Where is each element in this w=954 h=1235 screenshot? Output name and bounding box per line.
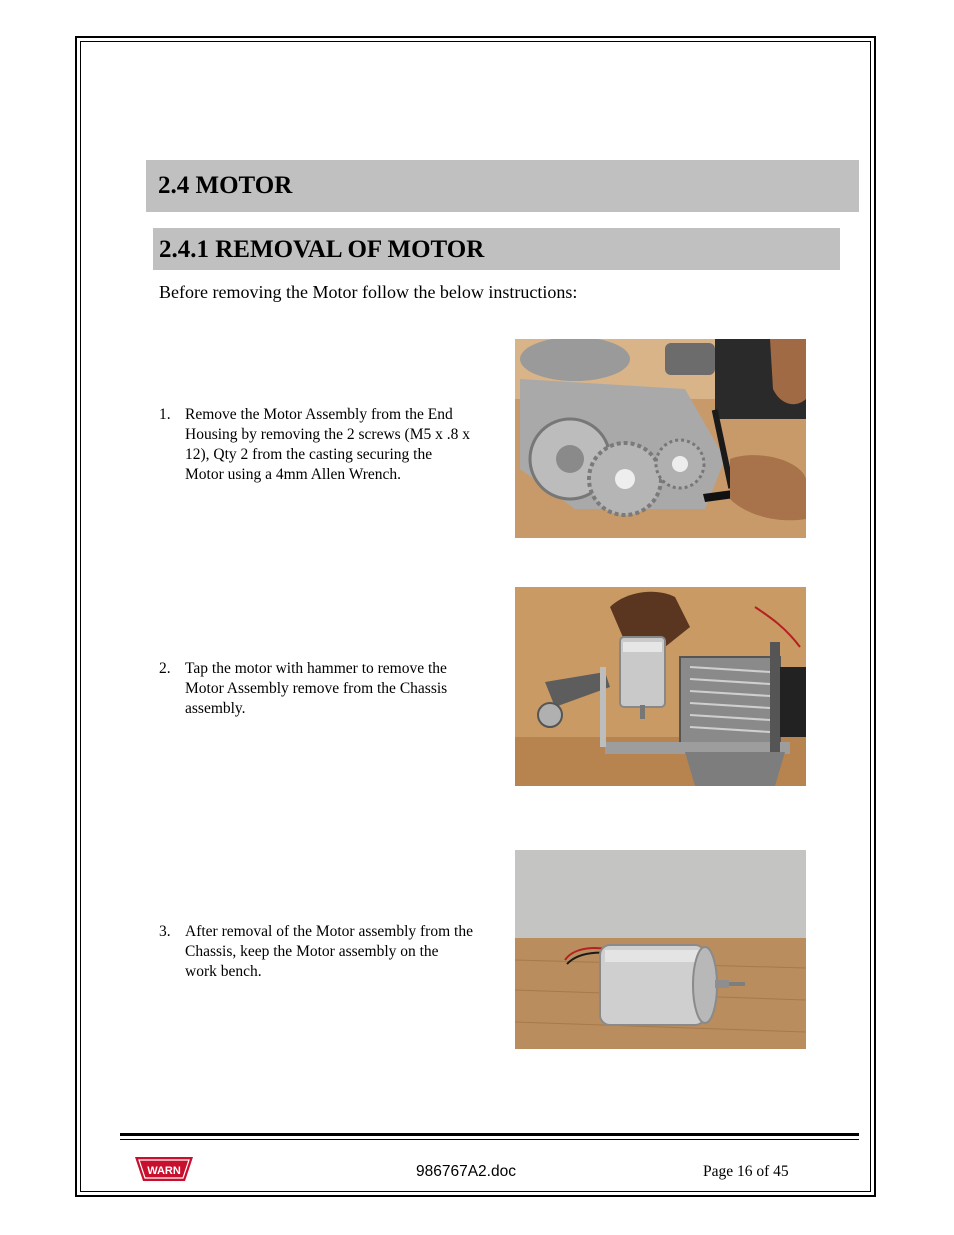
step-text: Tap the motor with hammer to remove the Motor Assembly remove from the Chassis assembly.: [185, 660, 448, 717]
section-heading: 2.4 MOTOR: [146, 160, 859, 212]
intro-paragraph: Before removing the Motor follow the below instructions:: [159, 282, 578, 302]
photo-tap-motor: [515, 587, 806, 786]
step-text: Remove the Motor Assembly from the End Housing by removing the 2 screws (M5 x .8 x 12), Qty 2 from the casting securing the Motor using a 4mm Allen Wrench.: [185, 406, 470, 483]
step-number: 3.: [159, 923, 171, 940]
footer-rule-thick: [120, 1133, 859, 1136]
list-item: [159, 922, 474, 982]
list-item: [159, 659, 474, 719]
footer-filename: 986767A2.doc: [416, 1163, 516, 1180]
logo-text: WARN: [147, 1165, 181, 1177]
step-text: After removal of the Motor assembly from the Chassis, keep the Motor assembly on the work bench.: [185, 923, 473, 980]
photo-motor-screws: [515, 339, 806, 538]
subsection-heading: 2.4.1 REMOVAL OF MOTOR: [153, 228, 840, 270]
list-item: [159, 405, 474, 485]
step-number: 1.: [159, 406, 171, 423]
footer-page-number: Page 16 of 45: [703, 1163, 789, 1180]
footer-rule-thin: [120, 1139, 859, 1140]
warn-logo: [133, 1154, 195, 1184]
step-number: 2.: [159, 660, 171, 677]
photo-motor-bench: [515, 850, 806, 1049]
